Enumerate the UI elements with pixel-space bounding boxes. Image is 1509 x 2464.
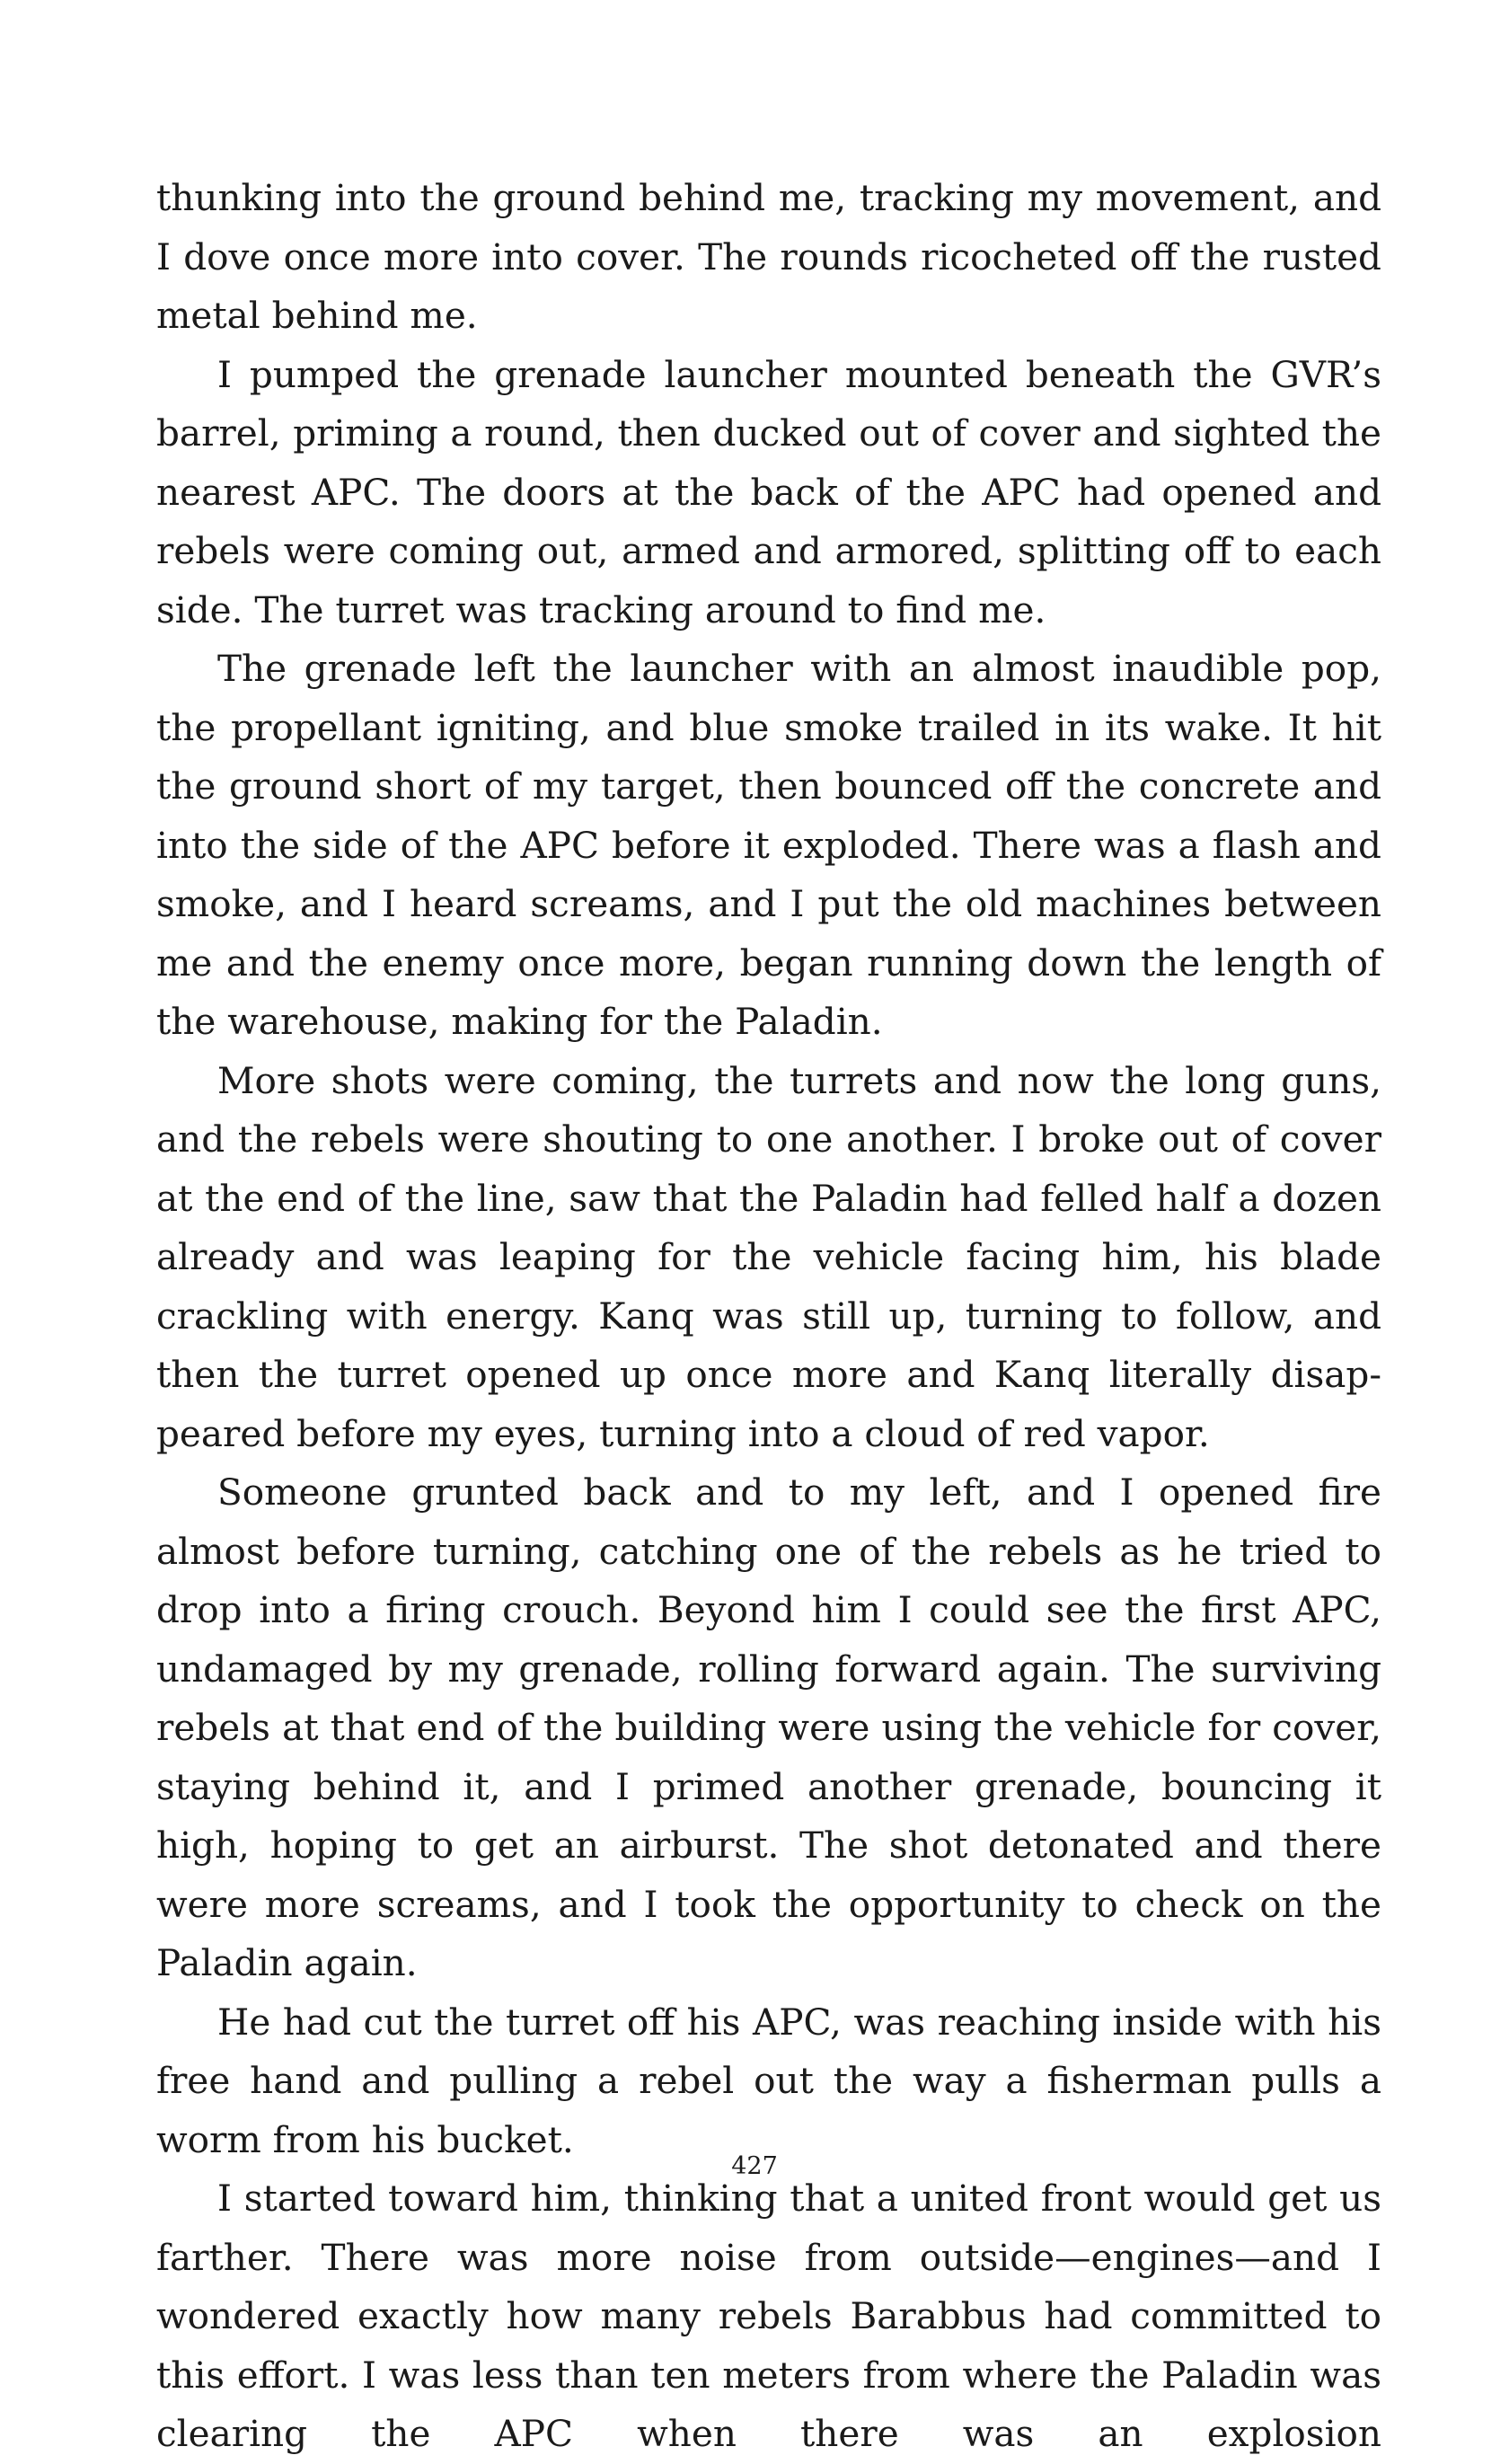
paragraph: Someone grunted back and to my left, and I opened fire almost before turning, catching one of the rebels as he tried to drop into a firing crouch. Beyond him I could see the first APC, undamaged by my grenade, rolling forward again. The surviving rebels at that end of the building were using the vehicle for cover, staying behind it, and I primed another grenade, bouncing it high, hoping to get an airburst. The shot detonated and there were more screams, and I took the opportunity to check on the Paladin again. (156, 1470, 1381, 1984)
body-text (156, 169, 1381, 2464)
paragraph: I started toward him, thinking that a united front would get us farther. There was more noise from outside—engines—and I wondered exactly how many rebels Barabbus had committed to this effort. I was less than ten meters from where the Paladin was clearing the APC when there was an explosion (156, 2177, 1381, 2455)
paragraph: More shots were coming, the turrets and now the long guns, and the rebels were shouting to one another. I broke out of cover at the end of the line, saw that the Paladin had felled half a dozen already and was leaping for the vehicle facing him, his blade crackling with energy. Kanq was still up, turning to follow, and then the turret opened up once more and Kanq literally disappeared before my eyes, turning into a cloud of red vapor. (156, 1058, 1381, 1455)
paragraph-continued: thunking into the ground behind me, tracking my movement, and I dove once more into cover. The rounds ricocheted off the rusted metal behind me. (156, 176, 1381, 337)
paragraph: The grenade left the launcher with an almost inaudible pop, the propellant igniting, and blue smoke trailed in its wake. It hit the ground short of my target, then bounced off the concrete and into the side of the APC before it exploded. There was a flash and smoke, and I heard screams, and I put the old machines between me and the enemy once more, began running down the length of the warehouse, making for the Paladin. (156, 647, 1381, 1043)
page-number: 427 (731, 2152, 778, 2180)
paragraph: He had cut the turret off his APC, was reaching inside with his free hand and pulling a rebel out the way a fisherman pulls a worm from his bucket. (156, 2000, 1381, 2161)
paragraph: I pumped the grenade launcher mounted beneath the GVR’s barrel, priming a round, then ducked out of cover and sighted the nearest APC. The doors at the back of the APC had opened and rebels were coming out, armed and armored, splitting off to each side. The turret was tracking around to find me. (156, 352, 1381, 631)
